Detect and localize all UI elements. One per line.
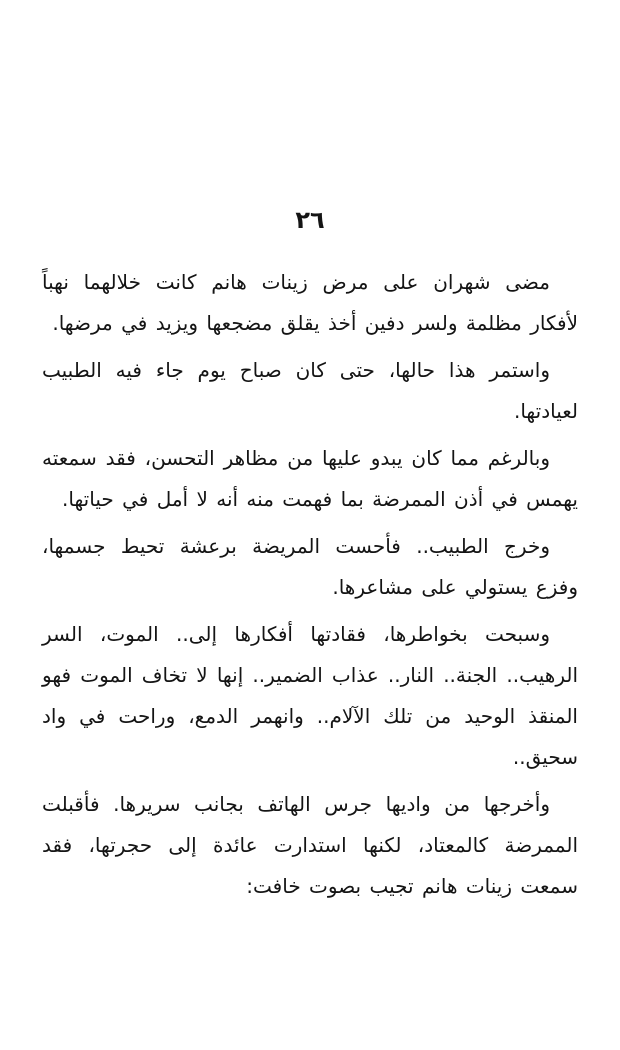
page-number: ٢٦ <box>295 206 325 234</box>
paragraph: وسبحت بخواطرها، فقادتها أفكارها إلى.. الموت، السر الرهيب.. الجنة.. النار.. عذاب الضمير.. إنها لا تخاف الموت فهو المنقذ الوحيد من تلك الآلام.. وانهمر الدمع، وراحت في واد سحيق.. <box>42 622 578 769</box>
paragraph: وأخرجها من واديها جرس الهاتف بجانب سريرها. فأقبلت الممرضة كالمعتاد، لكنها استدارت عائدة إلى حجرتها، فقد سمعت زينات هانم تجيب بصوت خافت: <box>42 792 578 898</box>
paragraph: مضى شهران على مرض زينات هانم كانت خلالهما نهباً لأفكار مظلمة ولسر دفين أخذ يقلق مضجعها ويزيد في مرضها. <box>42 270 578 335</box>
paragraph: واستمر هذا حالها، حتى كان صباح يوم جاء فيه الطبيب لعيادتها. <box>42 358 578 423</box>
paragraph: وبالرغم مما كان يبدو عليها من مظاهر التحسن، فقد سمعته يهمس في أذن الممرضة بما فهمت منه أنه لا أمل في حياتها. <box>42 446 578 511</box>
paragraph: وخرج الطبيب.. فأحست المريضة برعشة تحيط جسمها، وفزع يستولي على مشاعرها. <box>42 534 578 599</box>
page-text <box>42 262 578 913</box>
